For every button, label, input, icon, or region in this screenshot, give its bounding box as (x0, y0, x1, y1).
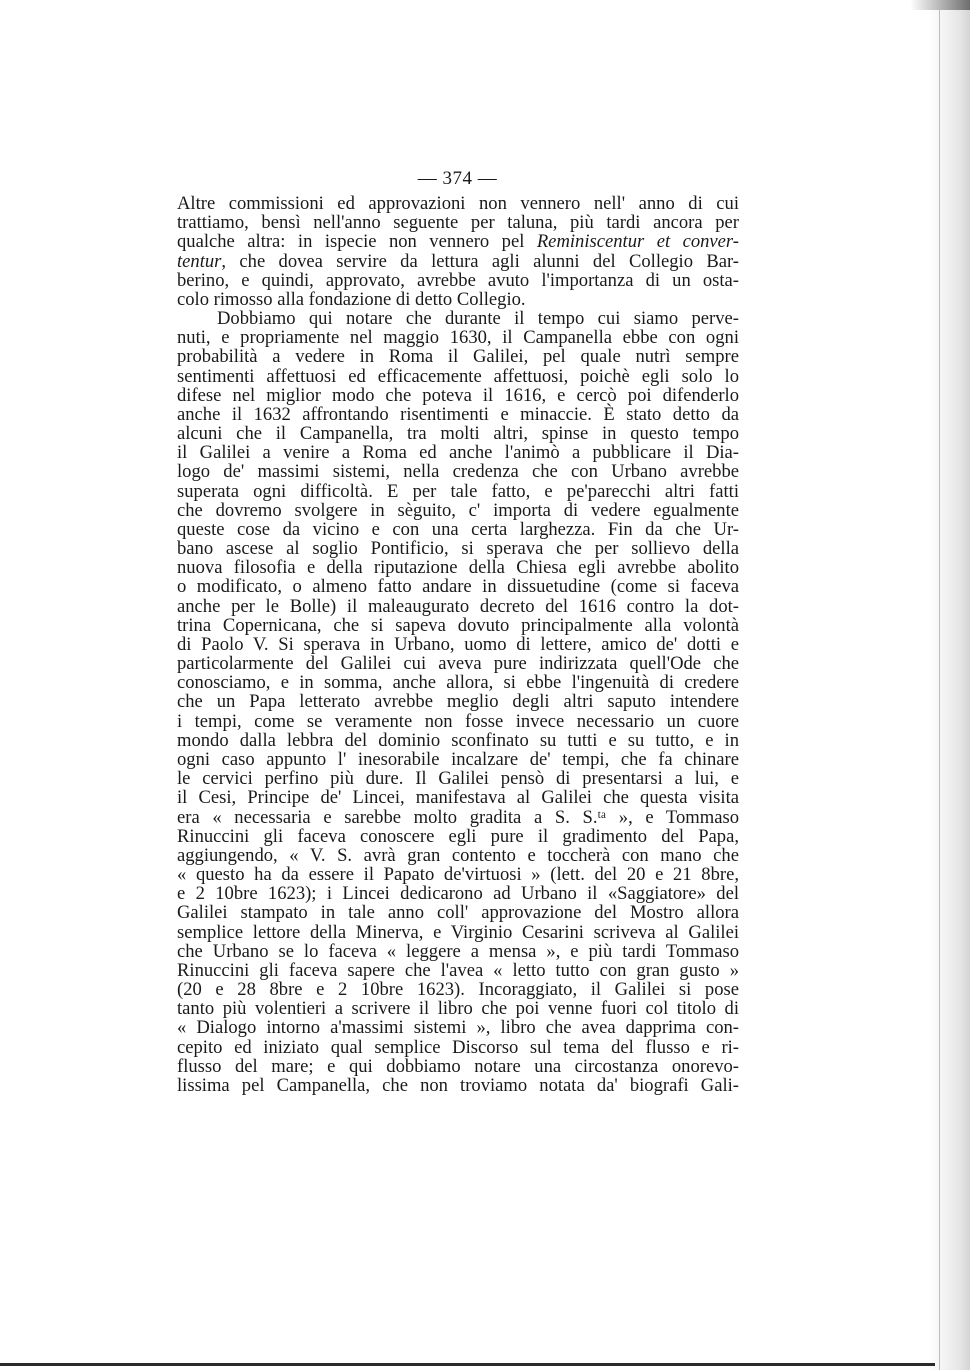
text-line: Dobbiamo qui notare che durante il tempo cui siamo perve- (217, 308, 739, 330)
text-line: alcuni che il Campanella, tra molti altri, spinse in questo tempo (177, 423, 739, 445)
text-line: conosciamo, e in somma, anche allora, si ebbe l'ingenuità di credere (177, 672, 739, 694)
scan-edge-bottom (0, 1363, 935, 1366)
text-line: queste cose da vicino e con una certa larghezza. Fin da che Ur- (177, 518, 739, 540)
text-line: o modificato, o almeno fatto andare in dissuetudine (come si faceva (177, 576, 739, 598)
text-line: che Urbano se lo faceva « leggere a mensa », e più tardi Tommaso (177, 940, 739, 962)
text-line: Altre commissioni ed approvazioni non vennero nell' anno di cui (177, 193, 739, 214)
text-line: (20 e 28 8bre e 2 10bre 1623). Incoraggiato, il Galilei si pose (177, 979, 739, 1001)
text-line: che un Papa letterato avrebbe meglio degli altri saputo intendere (177, 691, 739, 713)
text-line: berino, e quindi, approvato, avrebbe avuto l'importanza di un osta- (177, 269, 739, 291)
page-number: — 374 — (417, 168, 498, 189)
text-line: le cervici perfino più dure. Il Galilei pensò di presentarsi a lui, e (177, 768, 739, 790)
text-line: cepito ed iniziato qual semplice Discorso sul tema del flusso e ri- (177, 1036, 739, 1058)
text-line: difese nel miglior modo che poteva il 1616, e cercò poi difenderlo (177, 384, 739, 406)
text-line: ogni caso appunto l' inesorabile incalzare de' tempi, che fa chinare (177, 748, 739, 770)
text-line: probabilità a vedere in Roma il Galilei, pel quale nutrì sempre (177, 346, 739, 368)
text-line: flusso del mare; e qui dobbiamo notare una circostanza onorevo- (177, 1055, 739, 1077)
text-line: particolarmente del Galilei cui aveva pure indirizzata quell'Ode che (177, 653, 739, 675)
text-line: nuti, e propriamente nel maggio 1630, il Campanella ebbe con ogni (177, 327, 739, 349)
text-line: i tempi, come se veramente non fosse invece necessario un cuore (177, 710, 739, 732)
text-line: anche per le Bolle) il maleaugurato decreto del 1616 contro la dot- (177, 595, 739, 617)
text-line: mondo dalla lebbra del dominio sconfinato su tutti e su tutto, e in (177, 729, 739, 751)
text-line: trattiamo, bensì nell'anno seguente per taluna, più tardi ancora per (177, 212, 739, 234)
text-line: « questo ha da essere il Papato de'virtuosi » (lett. del 20 e 21 8bre, (177, 864, 739, 886)
text-line: qualche altra: in ispecie non vennero pel Reminiscentur et conver- (177, 231, 739, 253)
italic-title: tentur (177, 250, 222, 272)
text-line: il Cesi, Principe de' Lincei, manifestava al Galilei che questa visita (177, 787, 739, 809)
text-line: tanto più volentieri a scrivere il libro che poi venne fuori col titolo di (177, 998, 739, 1020)
text-line: che dovremo svolgere in sèguito, c' importa di vedere egualmente (177, 499, 739, 521)
text-line: tentur, che dovea servire da lettura agli alunni del Collegio Bar- (177, 250, 739, 272)
body-text (177, 194, 739, 1095)
text-line: colo rimosso alla fondazione di detto Collegio. (177, 288, 526, 310)
text-line: logo de' massimi sistemi, nella credenza che con Urbano avrebbe (177, 461, 739, 483)
text-line: Rinuccini gli faceva sapere che l'avea « letto tutto con gran gusto » (177, 959, 739, 981)
text-line: aggiungendo, « V. S. avrà gran contento e toccherà con mano che (177, 844, 739, 866)
text-line: « Dialogo intorno a'massimi sistemi », libro che avea dapprima con- (177, 1017, 739, 1039)
text-line: Galilei stampato in tale anno coll' approvazione del Mostro allora (177, 902, 739, 924)
scan-edge-top (910, 0, 970, 10)
text-line: superata ogni difficoltà. E per tale fatto, e pe'parecchi altri fatti (177, 480, 739, 502)
text-line: lissima pel Campanella, che non troviamo notata da' biografi Gali- (177, 1074, 739, 1096)
scan-edge-rule (939, 0, 940, 1370)
italic-title: Reminiscentur et conver- (536, 231, 739, 253)
text-line: era « necessaria e sarebbe molto gradita a S. S.ᵗᵃ », e Tommaso (177, 806, 739, 828)
text-line: Rinuccini gli faceva conoscere egli pure il gradimento del Papa, (177, 825, 739, 847)
text-line: e 2 10bre 1623); i Lincei dedicarono ad Urbano il «Saggiatore» del (177, 883, 739, 905)
text-line: anche il 1632 affrontando risentimenti e minaccie. È stato detto da (177, 403, 739, 425)
text-line: trina Copernicana, che si sapeva dovuto principalmente alla volontà (177, 614, 739, 636)
text-line: il Galilei a venire a Roma ed anche l'animò a pubblicare il Dia- (177, 442, 739, 464)
text-line: di Paolo V. Si sperava in Urbano, uomo di lettere, amico de' dotti e (177, 633, 739, 655)
text-line: bano ascese al soglio Pontificio, si sperava che per sollievo della (177, 538, 739, 560)
text-line: sentimenti affettuosi ed efficacemente affettuosi, poichè egli solo lo (177, 365, 739, 387)
text-line: nuova filosofia e della riputazione della Chiesa egli avrebbe abolito (177, 557, 739, 579)
text-line: semplice lettore della Minerva, e Virginio Cesarini scriveva al Galilei (177, 921, 739, 943)
scan-edge-right (928, 0, 970, 1370)
